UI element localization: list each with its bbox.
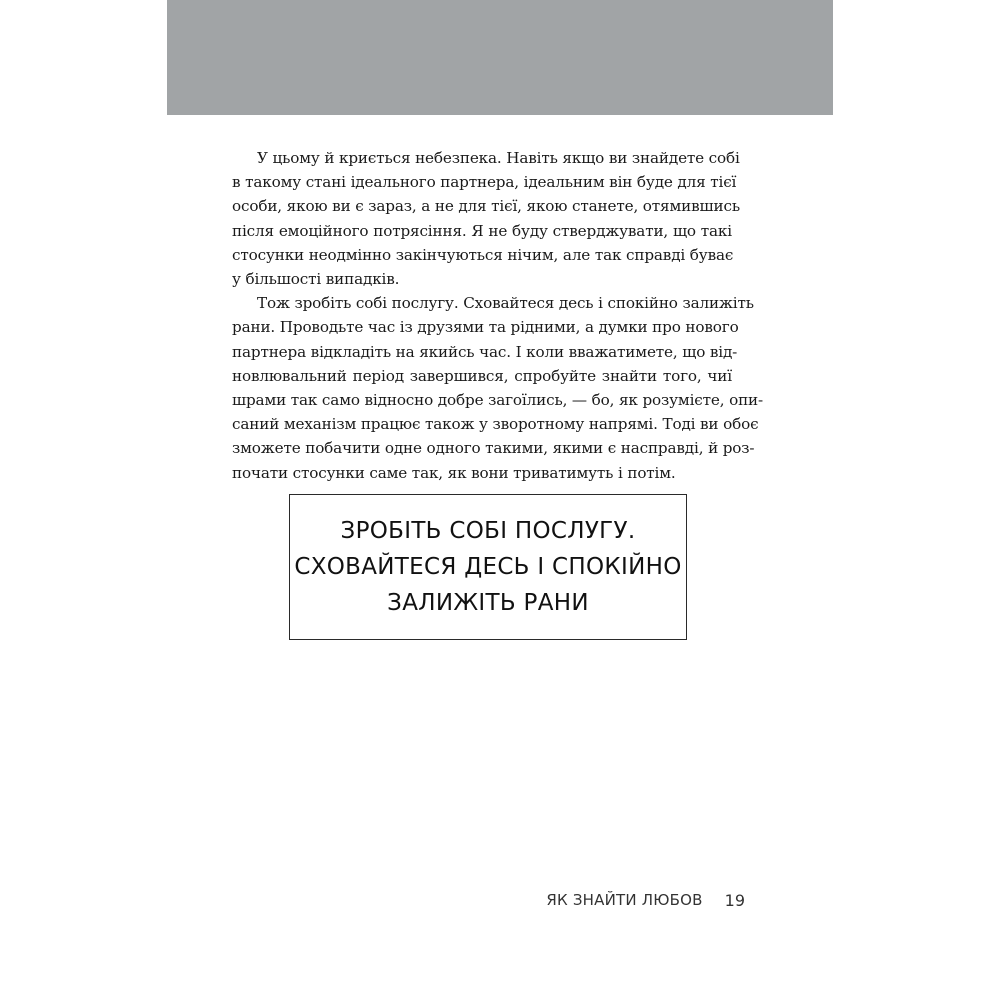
pull-quote-line: ЗРОБІТЬ СОБІ ПОСЛУГУ. <box>340 518 636 544</box>
body-text <box>232 146 764 485</box>
pull-quote-line: ЗАЛИЖІТЬ РАНИ <box>387 590 589 616</box>
pull-quote-line: СХОВАЙТЕСЯ ДЕСЬ І СПОКІЙНО <box>294 554 682 580</box>
text-line: після емоційного потрясіння. Я не буду стверджувати, що такі <box>232 221 732 240</box>
text-line: стосунки неодмінно закінчуються нічим, але так справді буває <box>232 245 734 264</box>
text-line: шрами так само відносно добре загоїлись, — бо, як розумієте, опи- <box>232 391 764 410</box>
page-number: 19 <box>724 890 745 910</box>
text-line: саний механізм працює також у зворотному напрямі. Тоді ви обоє <box>232 415 759 434</box>
text-line: зможете побачити одне одного такими, якими є насправді, й роз- <box>232 439 755 458</box>
paragraph-2 <box>232 291 764 485</box>
pull-quote-box <box>289 494 687 640</box>
header-band <box>167 0 833 115</box>
text-line: Тож зробіть собі послугу. Сховайтеся десь і спокійно залижіть <box>257 294 754 313</box>
text-line: партнера відкладіть на якийсь час. І коли вважатимете, що від- <box>232 342 738 361</box>
running-title: ЯК ЗНАЙТИ ЛЮБОВ <box>546 891 703 909</box>
page-footer <box>540 888 745 912</box>
text-line: у більшості випадків. <box>232 270 400 289</box>
text-line: новлювальний період завершився, спробуйте знайти того, чиї <box>232 366 732 385</box>
text-line: почати стосунки саме так, як вони триватимуть і потім. <box>232 463 676 482</box>
text-line: рани. Проводьте час із друзями та рідними, а думки про нового <box>232 318 739 337</box>
paragraph-1 <box>232 146 740 291</box>
text-line: У цьому й криється небезпека. Навіть якщо ви знайдете собі <box>257 149 740 167</box>
text-line: в такому стані ідеального партнера, ідеальним він буде для тієї <box>232 173 737 192</box>
text-line: особи, якою ви є зараз, а не для тієї, якою станете, отямившись <box>232 197 740 216</box>
